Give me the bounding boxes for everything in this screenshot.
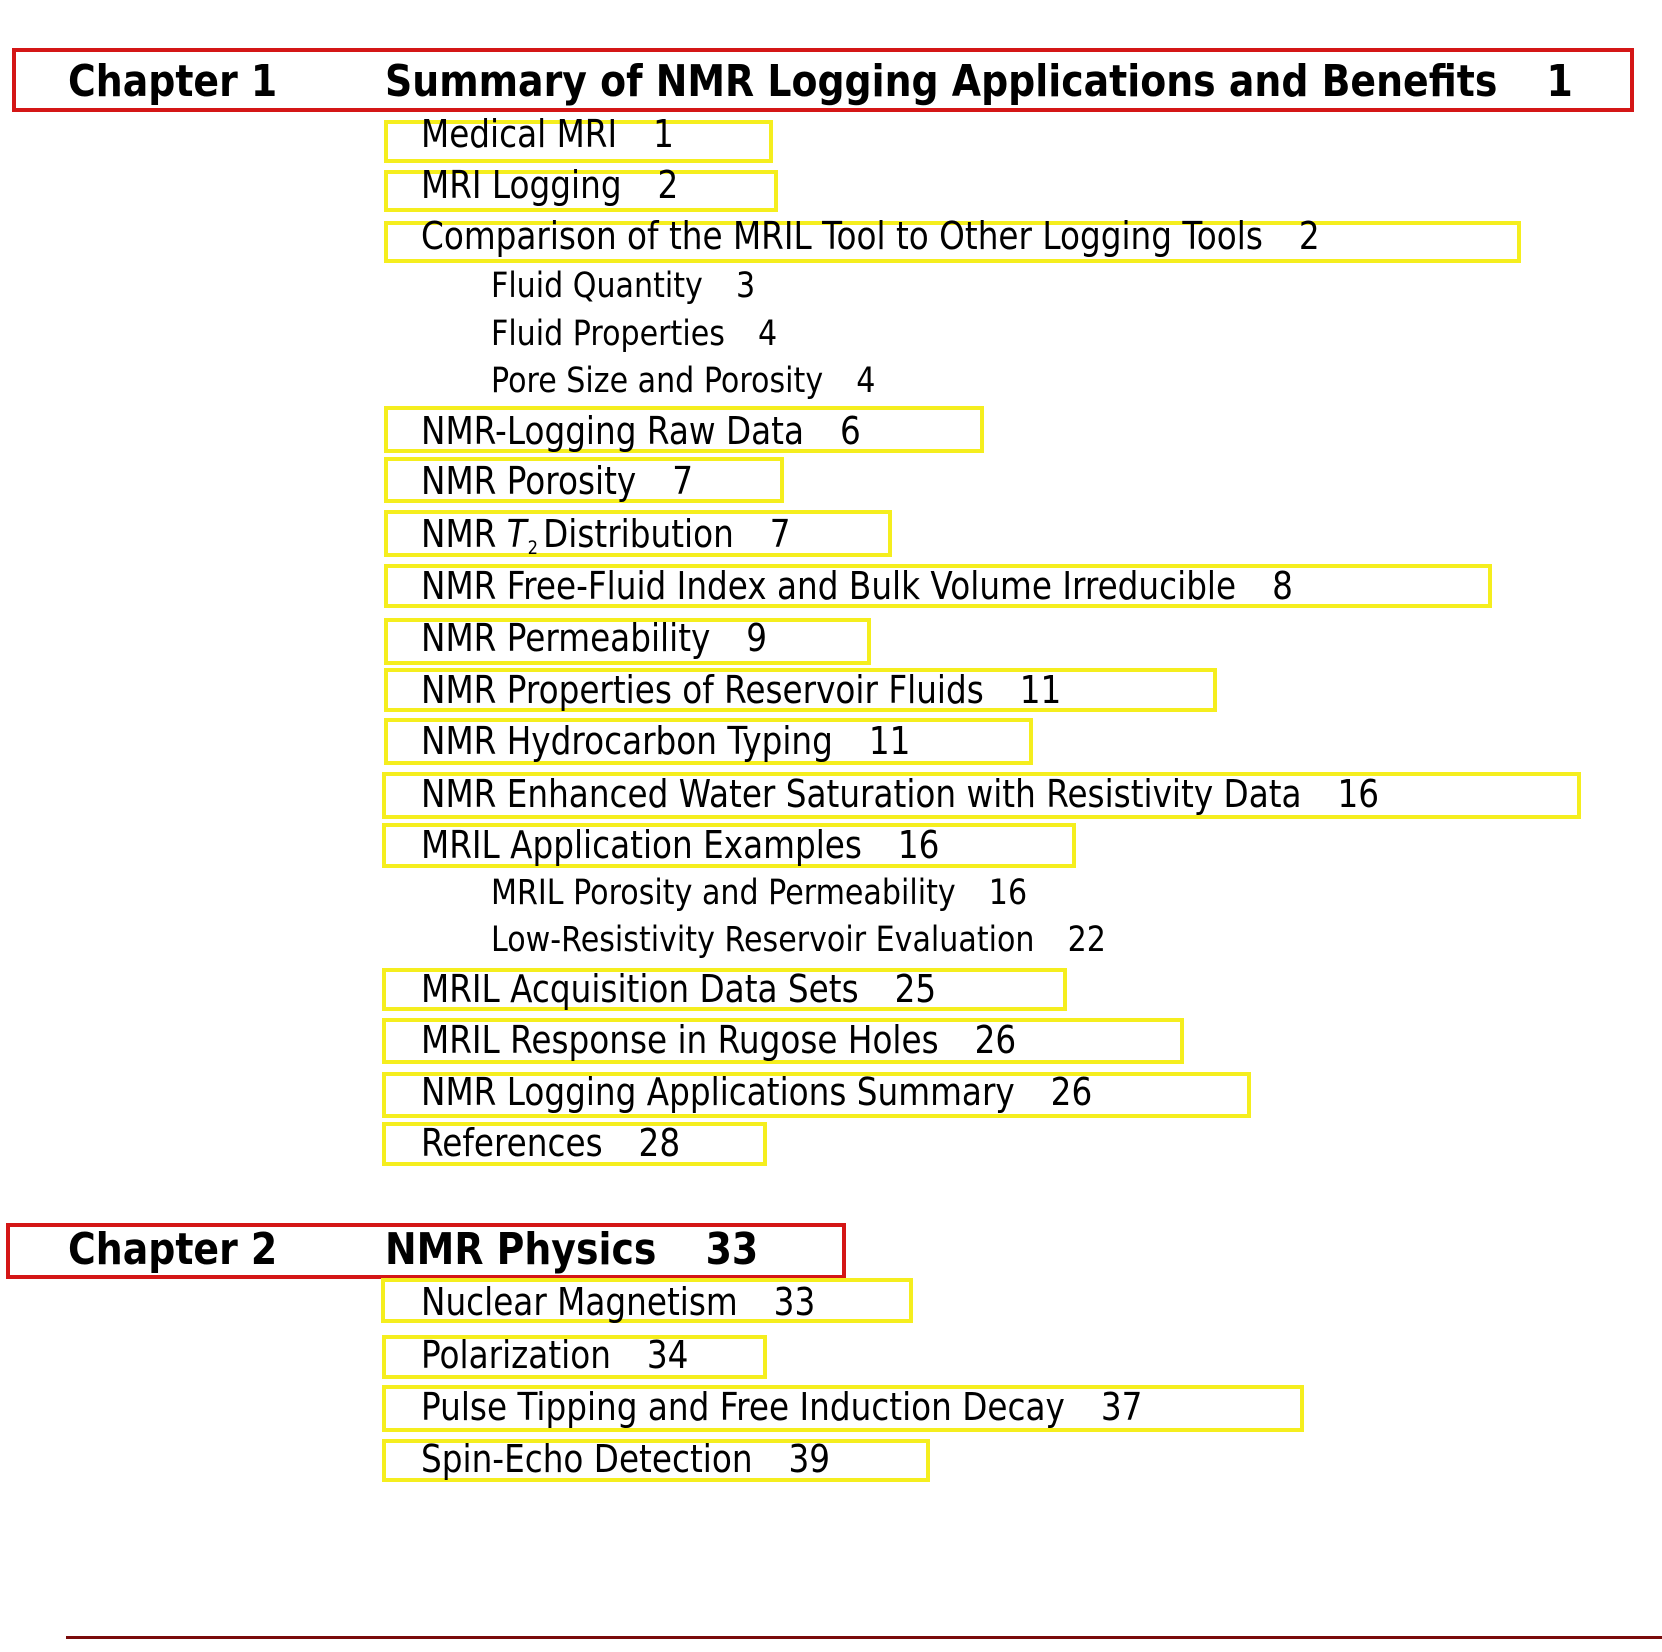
toc-subentry-title: Fluid Quantity (491, 266, 703, 306)
chapter-page-number: 1 (1546, 56, 1573, 107)
toc-entry-title: NMR Porosity (421, 459, 637, 503)
toc-entry-nmr-enhanced-water-saturation[interactable] (421, 772, 1380, 816)
toc-entry-title-suffix: Distribution (543, 512, 734, 556)
toc-entry-pulse-tipping-fid[interactable] (421, 1385, 1143, 1429)
toc-subentry-title: Low-Resistivity Reservoir Evaluation (491, 920, 1035, 960)
toc-entry-page: 1 (653, 112, 674, 156)
toc-subentry-fluid-quantity[interactable] (491, 266, 756, 306)
chapter-title-text: Summary of NMR Logging Applications and Benefits (385, 56, 1498, 107)
toc-entry-comparison-mril-tool[interactable] (421, 214, 1320, 258)
toc-entry-title: Nuclear Magnetism (421, 1280, 738, 1324)
toc-subentry-title: MRIL Porosity and Permeability (491, 873, 956, 913)
toc-entry-page: 11 (1019, 668, 1062, 712)
toc-subentry-page: 3 (735, 266, 756, 306)
toc-subentry-page: 16 (988, 873, 1028, 913)
toc-entry-nmr-hydrocarbon-typing[interactable] (421, 719, 911, 763)
toc-entry-nmr-permeability[interactable] (421, 616, 768, 660)
toc-subentry-page: 4 (758, 314, 778, 354)
toc-subentry-title: Fluid Properties (491, 314, 725, 354)
toc-entry-mril-application-examples[interactable] (421, 823, 940, 867)
chapter-title[interactable] (385, 56, 1573, 107)
toc-entry-mril-response-rugose-holes[interactable] (421, 1018, 1017, 1062)
toc-entry-page: 2 (657, 163, 679, 207)
toc-entry-page: 11 (868, 719, 911, 763)
chapter-title[interactable] (385, 1224, 759, 1275)
toc-entry-title-prefix: NMR (421, 512, 507, 556)
toc-entry-mril-acquisition-data-sets[interactable] (421, 967, 937, 1011)
toc-entry-nmr-logging-raw-data[interactable] (421, 409, 861, 453)
toc-entry-nmr-porosity[interactable] (421, 459, 694, 503)
toc-entry-page: 25 (894, 967, 937, 1011)
toc-entry-page: 7 (769, 512, 791, 556)
toc-entry-title: MRI Logging (421, 163, 622, 207)
chapter-title-text: NMR Physics (385, 1224, 657, 1275)
toc-entry-page: 28 (638, 1121, 681, 1165)
toc-entry-page: 37 (1100, 1385, 1143, 1429)
toc-entry-page: 26 (1050, 1070, 1093, 1114)
toc-entry-page: 34 (646, 1333, 689, 1377)
toc-entry-title: Pulse Tipping and Free Induction Decay (421, 1385, 1065, 1429)
toc-entry-references[interactable] (421, 1121, 681, 1165)
toc-subentry-page: 22 (1067, 920, 1106, 960)
toc-entry-page: 9 (746, 616, 768, 660)
toc-entry-nmr-properties-reservoir-fluids[interactable] (421, 668, 1062, 712)
chapter-label: Chapter 1 (68, 56, 278, 107)
toc-entry-title-italic: T (506, 512, 527, 556)
footer-rule-divider (66, 1636, 1662, 1639)
toc-subentry-mril-porosity-permeability[interactable] (491, 873, 1028, 913)
toc-entry-nmr-free-fluid-index[interactable] (421, 564, 1293, 608)
chapter-label: Chapter 2 (68, 1224, 278, 1275)
toc-entry-title: NMR Enhanced Water Saturation with Resistivity Data (421, 772, 1302, 816)
toc-entry-mri-logging[interactable] (421, 163, 679, 207)
toc-entry-page: 16 (897, 823, 940, 867)
toc-entry-title: Spin-Echo Detection (421, 1437, 753, 1481)
toc-entry-title: NMR Hydrocarbon Typing (421, 719, 833, 763)
toc-entry-title: MRIL Response in Rugose Holes (421, 1018, 939, 1062)
toc-entry-title: NMR-Logging Raw Data (421, 409, 805, 453)
toc-entry-nmr-t2-distribution[interactable] (421, 512, 791, 559)
toc-subentry-pore-size-porosity[interactable] (491, 361, 876, 401)
toc-entry-page: 33 (773, 1280, 816, 1324)
toc-entry-nmr-logging-applications-summary[interactable] (421, 1070, 1093, 1114)
toc-entry-polarization[interactable] (421, 1333, 689, 1377)
toc-entry-page: 26 (974, 1018, 1017, 1062)
toc-entry-title: Comparison of the MRIL Tool to Other Logging Tools (421, 214, 1263, 258)
toc-subentry-fluid-properties[interactable] (491, 314, 778, 354)
toc-entry-page: 6 (839, 409, 861, 453)
toc-entry-title: NMR Permeability (421, 616, 711, 660)
toc-entry-title: Medical MRI (421, 112, 618, 156)
toc-entry-page: 39 (788, 1437, 831, 1481)
toc-entry-medical-mri[interactable] (421, 112, 674, 156)
toc-entry-page: 2 (1298, 214, 1320, 258)
toc-entry-title: NMR Free-Fluid Index and Bulk Volume Irreducible (421, 564, 1237, 608)
toc-entry-page: 8 (1272, 564, 1293, 608)
toc-entry-title: Polarization (421, 1333, 611, 1377)
toc-subentry-title: Pore Size and Porosity (491, 361, 824, 401)
toc-entry-title: References (421, 1121, 603, 1165)
chapter-page-number: 33 (705, 1224, 759, 1275)
toc-entry-title: MRIL Acquisition Data Sets (421, 967, 859, 1011)
toc-entry-title-subscript: 2 (527, 536, 538, 559)
toc-entry-title: MRIL Application Examples (421, 823, 862, 867)
toc-entry-nuclear-magnetism[interactable] (421, 1280, 816, 1324)
toc-entry-title: NMR Logging Applications Summary (421, 1070, 1015, 1114)
toc-entry-page: 16 (1337, 772, 1380, 816)
toc-entry-title: NMR Properties of Reservoir Fluids (421, 668, 984, 712)
toc-subentry-low-resistivity-evaluation[interactable] (491, 920, 1106, 960)
toc-subentry-page: 4 (856, 361, 876, 401)
toc-entry-page: 7 (672, 459, 694, 503)
toc-entry-spin-echo-detection[interactable] (421, 1437, 831, 1481)
